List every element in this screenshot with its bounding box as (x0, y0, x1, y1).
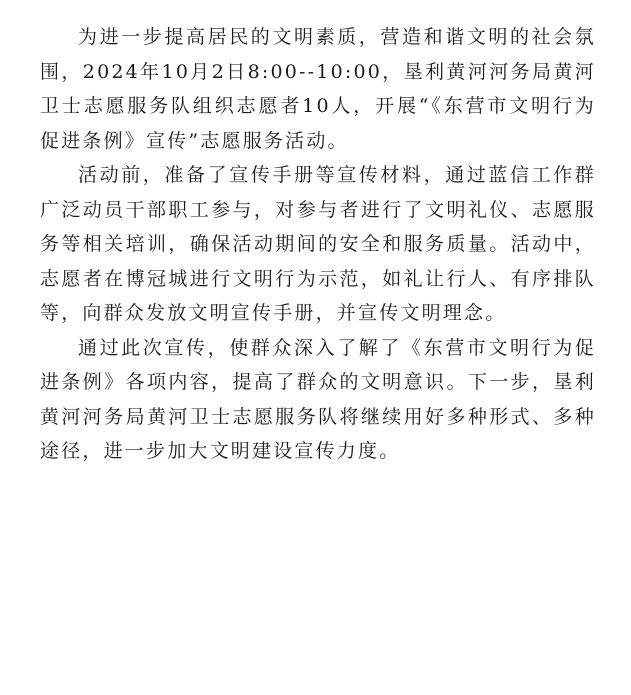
paragraph-activities: 活动前，准备了宣传手册等宣传材料，通过蓝信工作群广泛动员干部职工参与，对参与者进行了文明礼仪、志愿服务等相关培训，确保活动期间的安全和服务质量。活动中，志愿者在博冠城进行文明行为示范，如礼让行人、有序排队等，向群众发放文明宣传手册，并宣传文明理念。 (40, 164, 596, 324)
paragraph-intro: 为进一步提高居民的文明素质，营造和谐文明的社会氛围，2024年10月2日8:00--10:00，垦利黄河河务局黄河卫士志愿服务队组织志愿者10人，开展“《东营市文明行为促进条例》宣传”志愿服务活动。 (40, 26, 596, 152)
document-body (40, 20, 596, 469)
paragraph-conclusion: 通过此次宣传，使群众深入了解了《东营市文明行为促进条例》各项内容，提高了群众的文明意识。下一步，垦利黄河河务局黄河卫士志愿服务队将继续用好多种形式、多种途径，进一步加大文明建设宣传力度。 (40, 336, 596, 462)
